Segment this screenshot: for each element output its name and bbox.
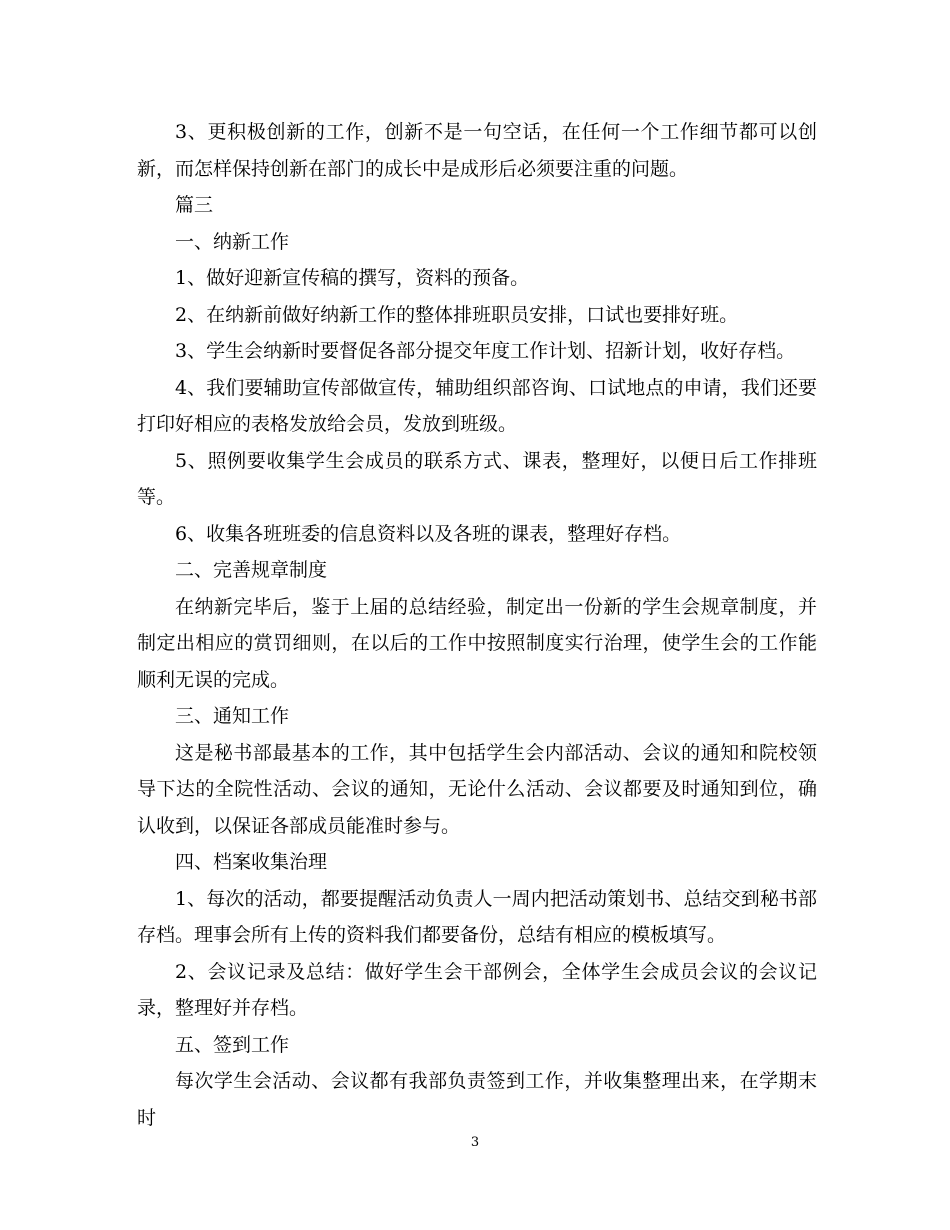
paragraph-notification-work: 这是秘书部最基本的工作，其中包括学生会内部活动、会议的通知和院校领导下达的全院性活动、会议的通知，无论什么活动、会议都要及时通知到位，确认收到，以保证各部成员能准时参与。 xyxy=(137,741,817,837)
paragraph-rules-improvement: 在纳新完毕后，鉴于上届的总结经验，制定出一份新的学生会规章制度，并制定出相应的赏罚细则，在以后的工作中按照制度实行治理，使学生会的工作能顺利无误的完成。 xyxy=(137,595,817,691)
page-number: 3 xyxy=(470,1135,480,1150)
heading-rules-improvement: 二、完善规章制度 xyxy=(175,559,328,581)
paragraph-recruitment-item-3: 3、学生会纳新时要督促各部分提交年度工作计划、招新计划，收好存档。 xyxy=(175,340,796,362)
heading-archive-management: 四、档案收集治理 xyxy=(175,851,328,873)
paragraph-recruitment-item-6: 6、收集各班班委的信息资料以及各班的课表，整理好存档。 xyxy=(175,522,682,545)
paragraph-recruitment-item-4: 4、我们要辅助宣传部做宣传，辅助组织部咨询、口试地点的申请，我们还要打印好相应的表格发放给会员，发放到班级。 xyxy=(137,376,817,435)
paragraph-innovation-item-3: 3、更积极创新的工作，创新不是一句空话，在任何一个工作细节都可以创新，而怎样保持创新在部门的成长中是成形后必须要注重的问题。 xyxy=(137,121,817,180)
paragraph-recruitment-item-5: 5、照例要收集学生会成员的联系方式、课表，整理好，以便日后工作排班等。 xyxy=(137,449,817,508)
paragraph-recruitment-item-2: 2、在纳新前做好纳新工作的整体排班职员安排，口试也要排好班。 xyxy=(175,303,739,326)
section-heading-part-three: 篇三 xyxy=(175,194,214,216)
paragraph-archive-item-1: 1、每次的活动，都要提醒活动负责人一周内把活动策划书、总结交到秘书部存档。理事会所有上传的资料我们都要备份，总结有相应的模板填写。 xyxy=(137,887,817,946)
paragraph-recruitment-item-1: 1、做好迎新宣传稿的撰写，资料的预备。 xyxy=(175,267,530,289)
heading-sign-in-work: 五、签到工作 xyxy=(175,1033,290,1056)
document-body xyxy=(137,114,817,1136)
heading-recruitment-work: 一、纳新工作 xyxy=(175,230,290,253)
paragraph-sign-in-work: 每次学生会活动、会议都有我部负责签到工作，并收集整理出来，在学期末时 xyxy=(137,1070,817,1129)
paragraph-archive-item-2: 2、会议记录及总结：做好学生会干部例会，全体学生会成员会议的会议记录，整理好并存档。 xyxy=(137,960,817,1019)
heading-notification-work: 三、通知工作 xyxy=(175,705,290,727)
